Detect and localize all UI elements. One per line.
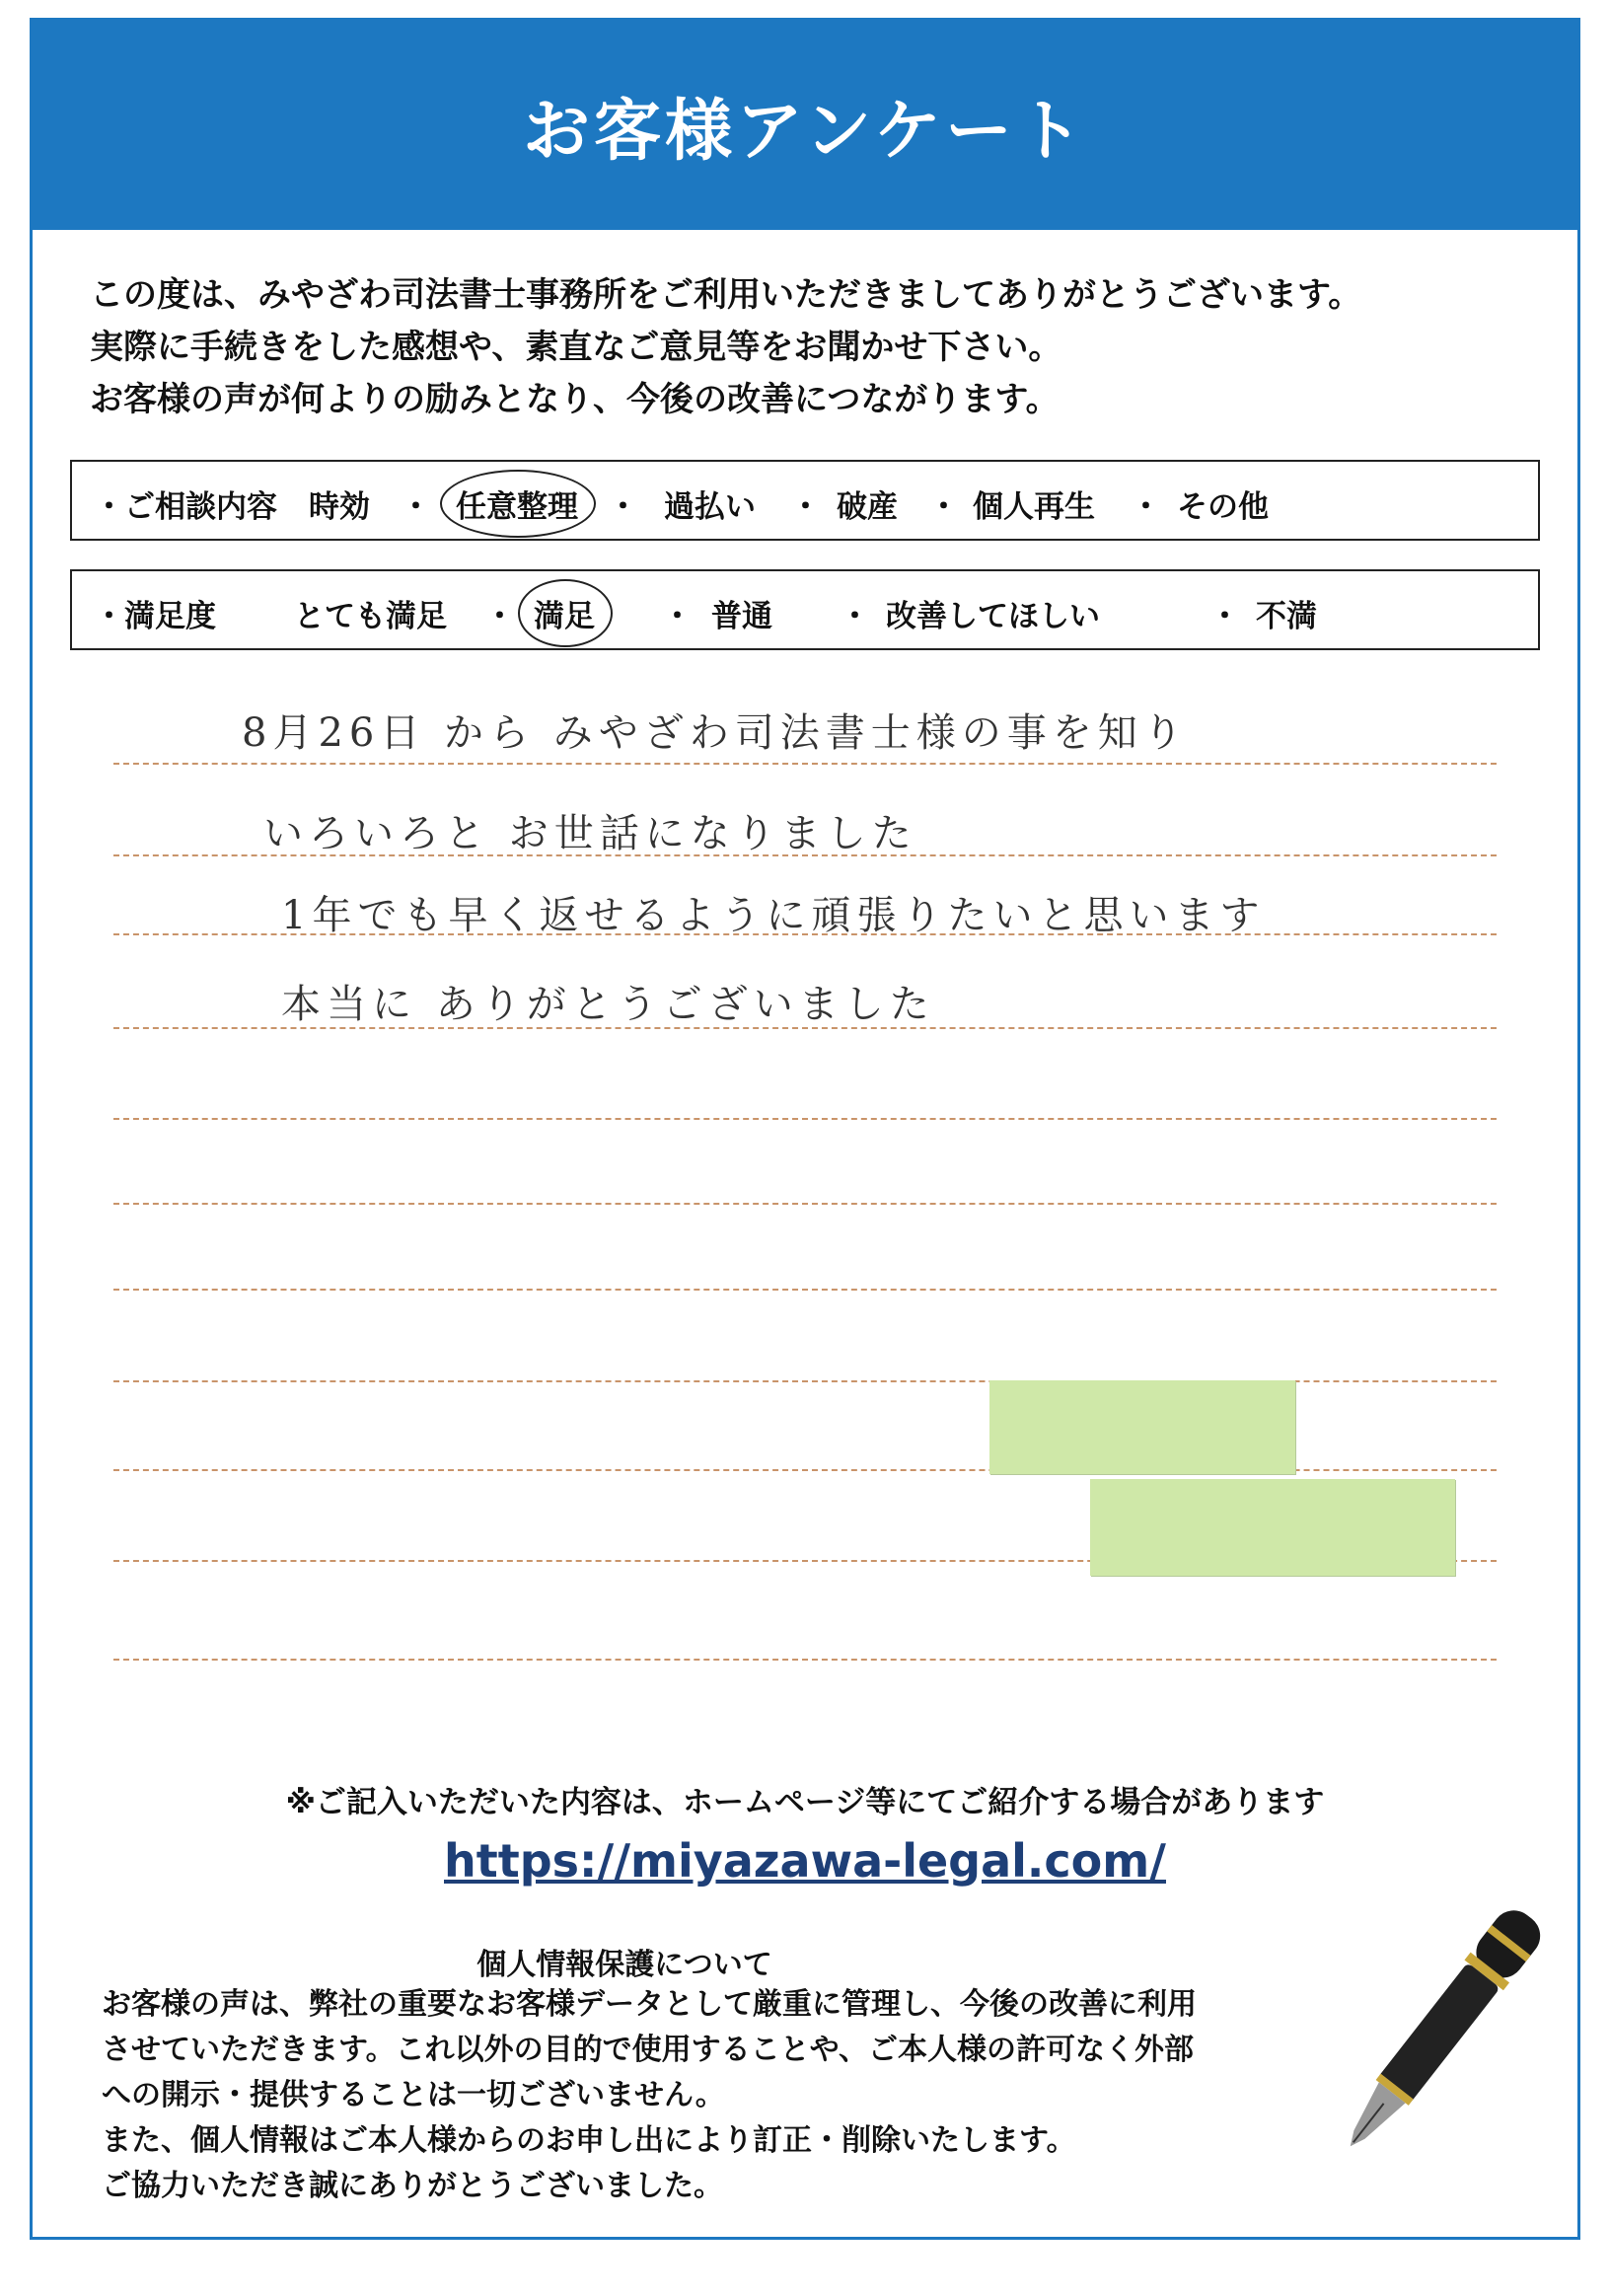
satisfaction-option-very-satisfied[interactable]: とても満足 (294, 599, 447, 634)
consultation-option-kojin-saisei[interactable]: 個人再生 (973, 489, 1095, 525)
satisfaction-label: ・満足度 (94, 599, 216, 634)
separator: ・ (1209, 599, 1240, 634)
privacy-line: ご協力いただき誠にありがとうございました。 (102, 2169, 723, 2203)
privacy-line: させていただきます。これ以外の目的で使用することや、ご本人様の許可なく外部 (102, 2033, 1194, 2067)
separator: ・ (662, 599, 693, 634)
separator: ・ (401, 489, 431, 525)
ruled-line (113, 763, 1497, 765)
handwritten-comment-line: 8月26日 から みやざわ司法書士様の事を知り (242, 710, 1189, 756)
satisfaction-option-dissatisfied[interactable]: 不満 (1256, 599, 1317, 634)
intro-line: 実際に手続きをした感想や、素直なご意見等をお聞かせ下さい。 (90, 328, 1062, 367)
publication-notice: ※ご記入いただいた内容は、ホームページ等にてご紹介する場合があります (285, 1785, 1325, 1820)
separator: ・ (608, 489, 638, 525)
separator: ・ (790, 489, 821, 525)
intro-text (90, 269, 1530, 426)
handwritten-comment-line: 1年でも早く返せるように頑張りたいと思います (281, 893, 1266, 938)
intro-line: お客様の声が何よりの励みとなり、今後の改善につながります。 (90, 380, 1060, 419)
handwritten-comment-line: 本当に ありがとうございました (281, 982, 935, 1027)
form-header (33, 21, 1577, 230)
fountain-pen-icon (1315, 1876, 1562, 2191)
consultation-label: ・ご相談内容 (94, 489, 277, 525)
separator: ・ (484, 599, 515, 634)
website-link[interactable]: https://miyazawa-legal.com/ (444, 1834, 1166, 1888)
consultation-option-kabarai[interactable]: 過払い (664, 489, 756, 525)
privacy-title: 個人情報保護について (476, 1948, 772, 1982)
satisfaction-box (70, 569, 1540, 650)
privacy-line: また、個人情報はご本人様からのお申し出により訂正・削除いたします。 (102, 2123, 1076, 2158)
handwritten-comment-line: いろいろと お世話になりました (263, 811, 917, 856)
survey-form (30, 18, 1580, 2240)
privacy-text (102, 1982, 1354, 2209)
ruled-line (113, 1289, 1497, 1291)
redaction-sticky-note (989, 1380, 1295, 1474)
privacy-line: お客様の声は、弊社の重要なお客様データとして厳重に管理し、今後の改善に利用 (102, 1987, 1197, 2022)
separator: ・ (1131, 489, 1161, 525)
privacy-line: への開示・提供することは一切ございません。 (102, 2078, 725, 2112)
consultation-option-hasan[interactable]: 破産 (837, 489, 898, 525)
form-title: お客様アンケート (523, 92, 1087, 171)
ruled-line (113, 1203, 1497, 1205)
consultation-box (70, 460, 1540, 541)
satisfaction-option-needs-improvement[interactable]: 改善してほしい (886, 599, 1100, 634)
satisfaction-option-normal[interactable]: 普通 (711, 599, 772, 634)
consultation-option-jikou[interactable]: 時効 (309, 489, 370, 525)
satisfaction-option-satisfied[interactable]: 満足 (534, 591, 595, 635)
ruled-line (113, 1118, 1497, 1120)
intro-line: この度は、みやざわ司法書士事務所をご利用いただきましてありがとうございます。 (90, 275, 1362, 315)
ruled-line (113, 1659, 1497, 1661)
separator: ・ (928, 489, 959, 525)
consultation-option-nini-seiri[interactable]: 任意整理 (456, 481, 578, 526)
redaction-sticky-note (1090, 1479, 1455, 1576)
consultation-option-sonota[interactable]: その他 (1177, 489, 1269, 525)
separator: ・ (840, 599, 870, 634)
